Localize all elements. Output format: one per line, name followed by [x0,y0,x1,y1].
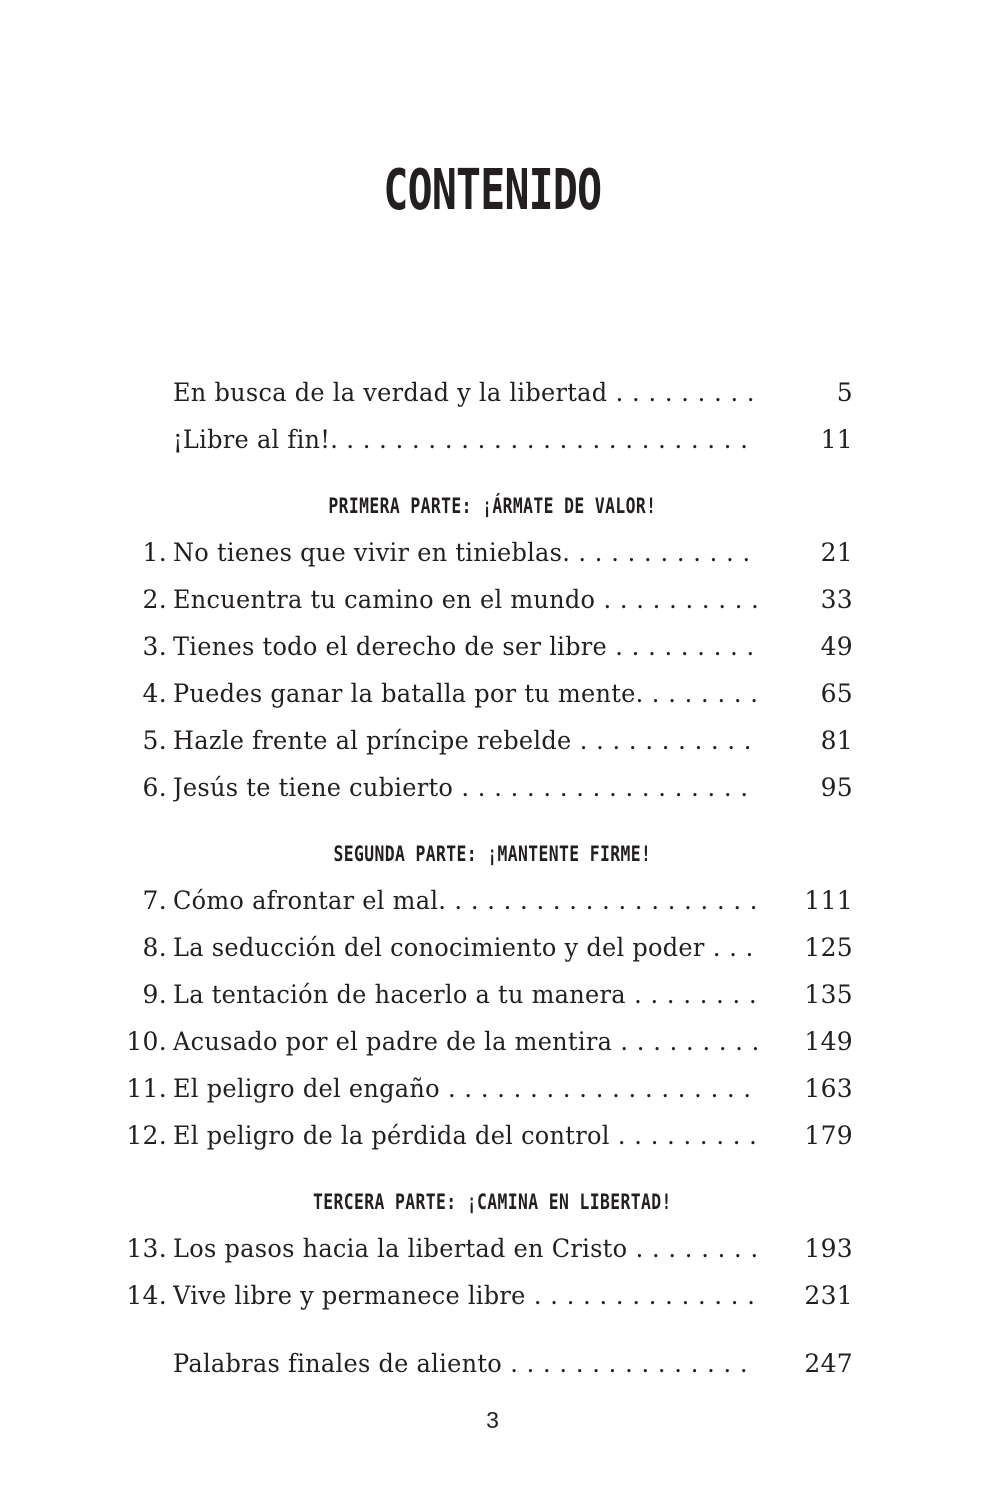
toc-entry-page: 179 [793,1116,853,1156]
toc-entry-title: Jesús te tiene cubierto . . . [173,768,759,808]
toc-entry[interactable] [120,881,853,921]
toc-entry-title: La seducción del conocimiento y del poder . . . [173,928,759,968]
toc-entry[interactable] [120,928,853,968]
toc-entry-page: 95 [793,768,853,808]
toc-entry-number: 1. [142,538,167,567]
toc-entry[interactable] [120,1022,853,1062]
toc-entry[interactable] [120,373,853,413]
toc-entry-page: 247 [793,1344,853,1384]
toc-entry-number: 3. [142,632,167,661]
toc-entry-title: El peligro del engaño . . . [173,1069,759,1109]
toc-entry[interactable] [120,1276,853,1316]
toc-entry[interactable] [120,1229,853,1269]
toc-entry-number: 8. [142,933,167,962]
toc-entry-number: 12. [126,1121,167,1150]
part-heading: PRIMERA PARTE: ¡ÁRMATE DE VALOR! [328,494,657,518]
toc-entry-number: 9. [142,980,167,1009]
toc-entry-number: 2. [142,585,167,614]
toc-entry-title: Hazle frente al príncipe rebelde . . . [173,721,759,761]
page-title: CONTENIDO [383,158,602,223]
toc-entry[interactable] [120,721,853,761]
toc-entry-title: El peligro de la pérdida del control . . . [173,1116,759,1156]
part-heading: SEGUNDA PARTE: ¡MANTENTE FIRME! [333,842,652,866]
toc-entry-title: ¡Libre al fin!. . . . [173,420,759,460]
toc-entry-title: Tienes todo el derecho de ser libre . . . [173,627,759,667]
toc-entry[interactable] [120,768,853,808]
toc-entry-number: 5. [142,726,167,755]
toc-entry-page: 193 [793,1229,853,1269]
toc-entry[interactable] [120,420,853,460]
toc-entry[interactable] [120,1116,853,1156]
toc-entry-page: 125 [793,928,853,968]
toc-entry-number: 11. [126,1074,167,1103]
toc-entry-number: 14. [126,1281,167,1310]
toc-entry-number: 7. [142,886,167,915]
toc-entry-title: Puedes ganar la batalla por tu mente. . . . [173,674,759,714]
toc-entry-page: 49 [793,627,853,667]
toc-entry-page: 111 [793,881,853,921]
toc-entry-page: 21 [793,533,853,573]
toc-entry[interactable] [120,627,853,667]
toc-entry-title: Palabras finales de aliento . . . [173,1344,759,1384]
toc-entry-page: 135 [793,975,853,1015]
toc-entry-page: 231 [793,1276,853,1316]
toc-entry-page: 163 [793,1069,853,1109]
part-heading: TERCERA PARTE: ¡CAMINA EN LIBERTAD! [312,1190,672,1214]
toc-entry-page: 65 [793,674,853,714]
toc-entry-number: 13. [126,1234,167,1263]
toc-entry[interactable] [120,1069,853,1109]
toc-entry[interactable] [120,674,853,714]
toc-entry-title: Cómo afrontar el mal. . . . [173,881,759,921]
toc-entry-number: 6. [142,773,167,802]
toc-entry-page: 5 [793,373,853,413]
toc-entry-title: En busca de la verdad y la libertad . . . [173,373,759,413]
toc-entry-page: 11 [793,420,853,460]
page-number: 3 [486,1407,499,1433]
toc-entry-title: La tentación de hacerlo a tu manera . . . [173,975,759,1015]
toc-entry-title: Los pasos hacia la libertad en Cristo . . . [173,1229,759,1269]
toc-entry-number: 4. [142,679,167,708]
toc-entry-number: 10. [126,1027,167,1056]
toc-entry-title: Acusado por el padre de la mentira . . . [173,1022,759,1062]
toc-entry[interactable] [120,975,853,1015]
toc-entry[interactable] [120,580,853,620]
toc-entry[interactable] [120,533,853,573]
toc-entry-title: No tienes que vivir en tinieblas. . . . [173,533,759,573]
toc-entry[interactable] [120,1344,853,1384]
toc-entry-page: 81 [793,721,853,761]
toc-entry-title: Encuentra tu camino en el mundo . . . [173,580,759,620]
toc-entry-page: 33 [793,580,853,620]
toc-entry-title: Vive libre y permanece libre . . . [173,1276,759,1316]
toc-entry-page: 149 [793,1022,853,1062]
